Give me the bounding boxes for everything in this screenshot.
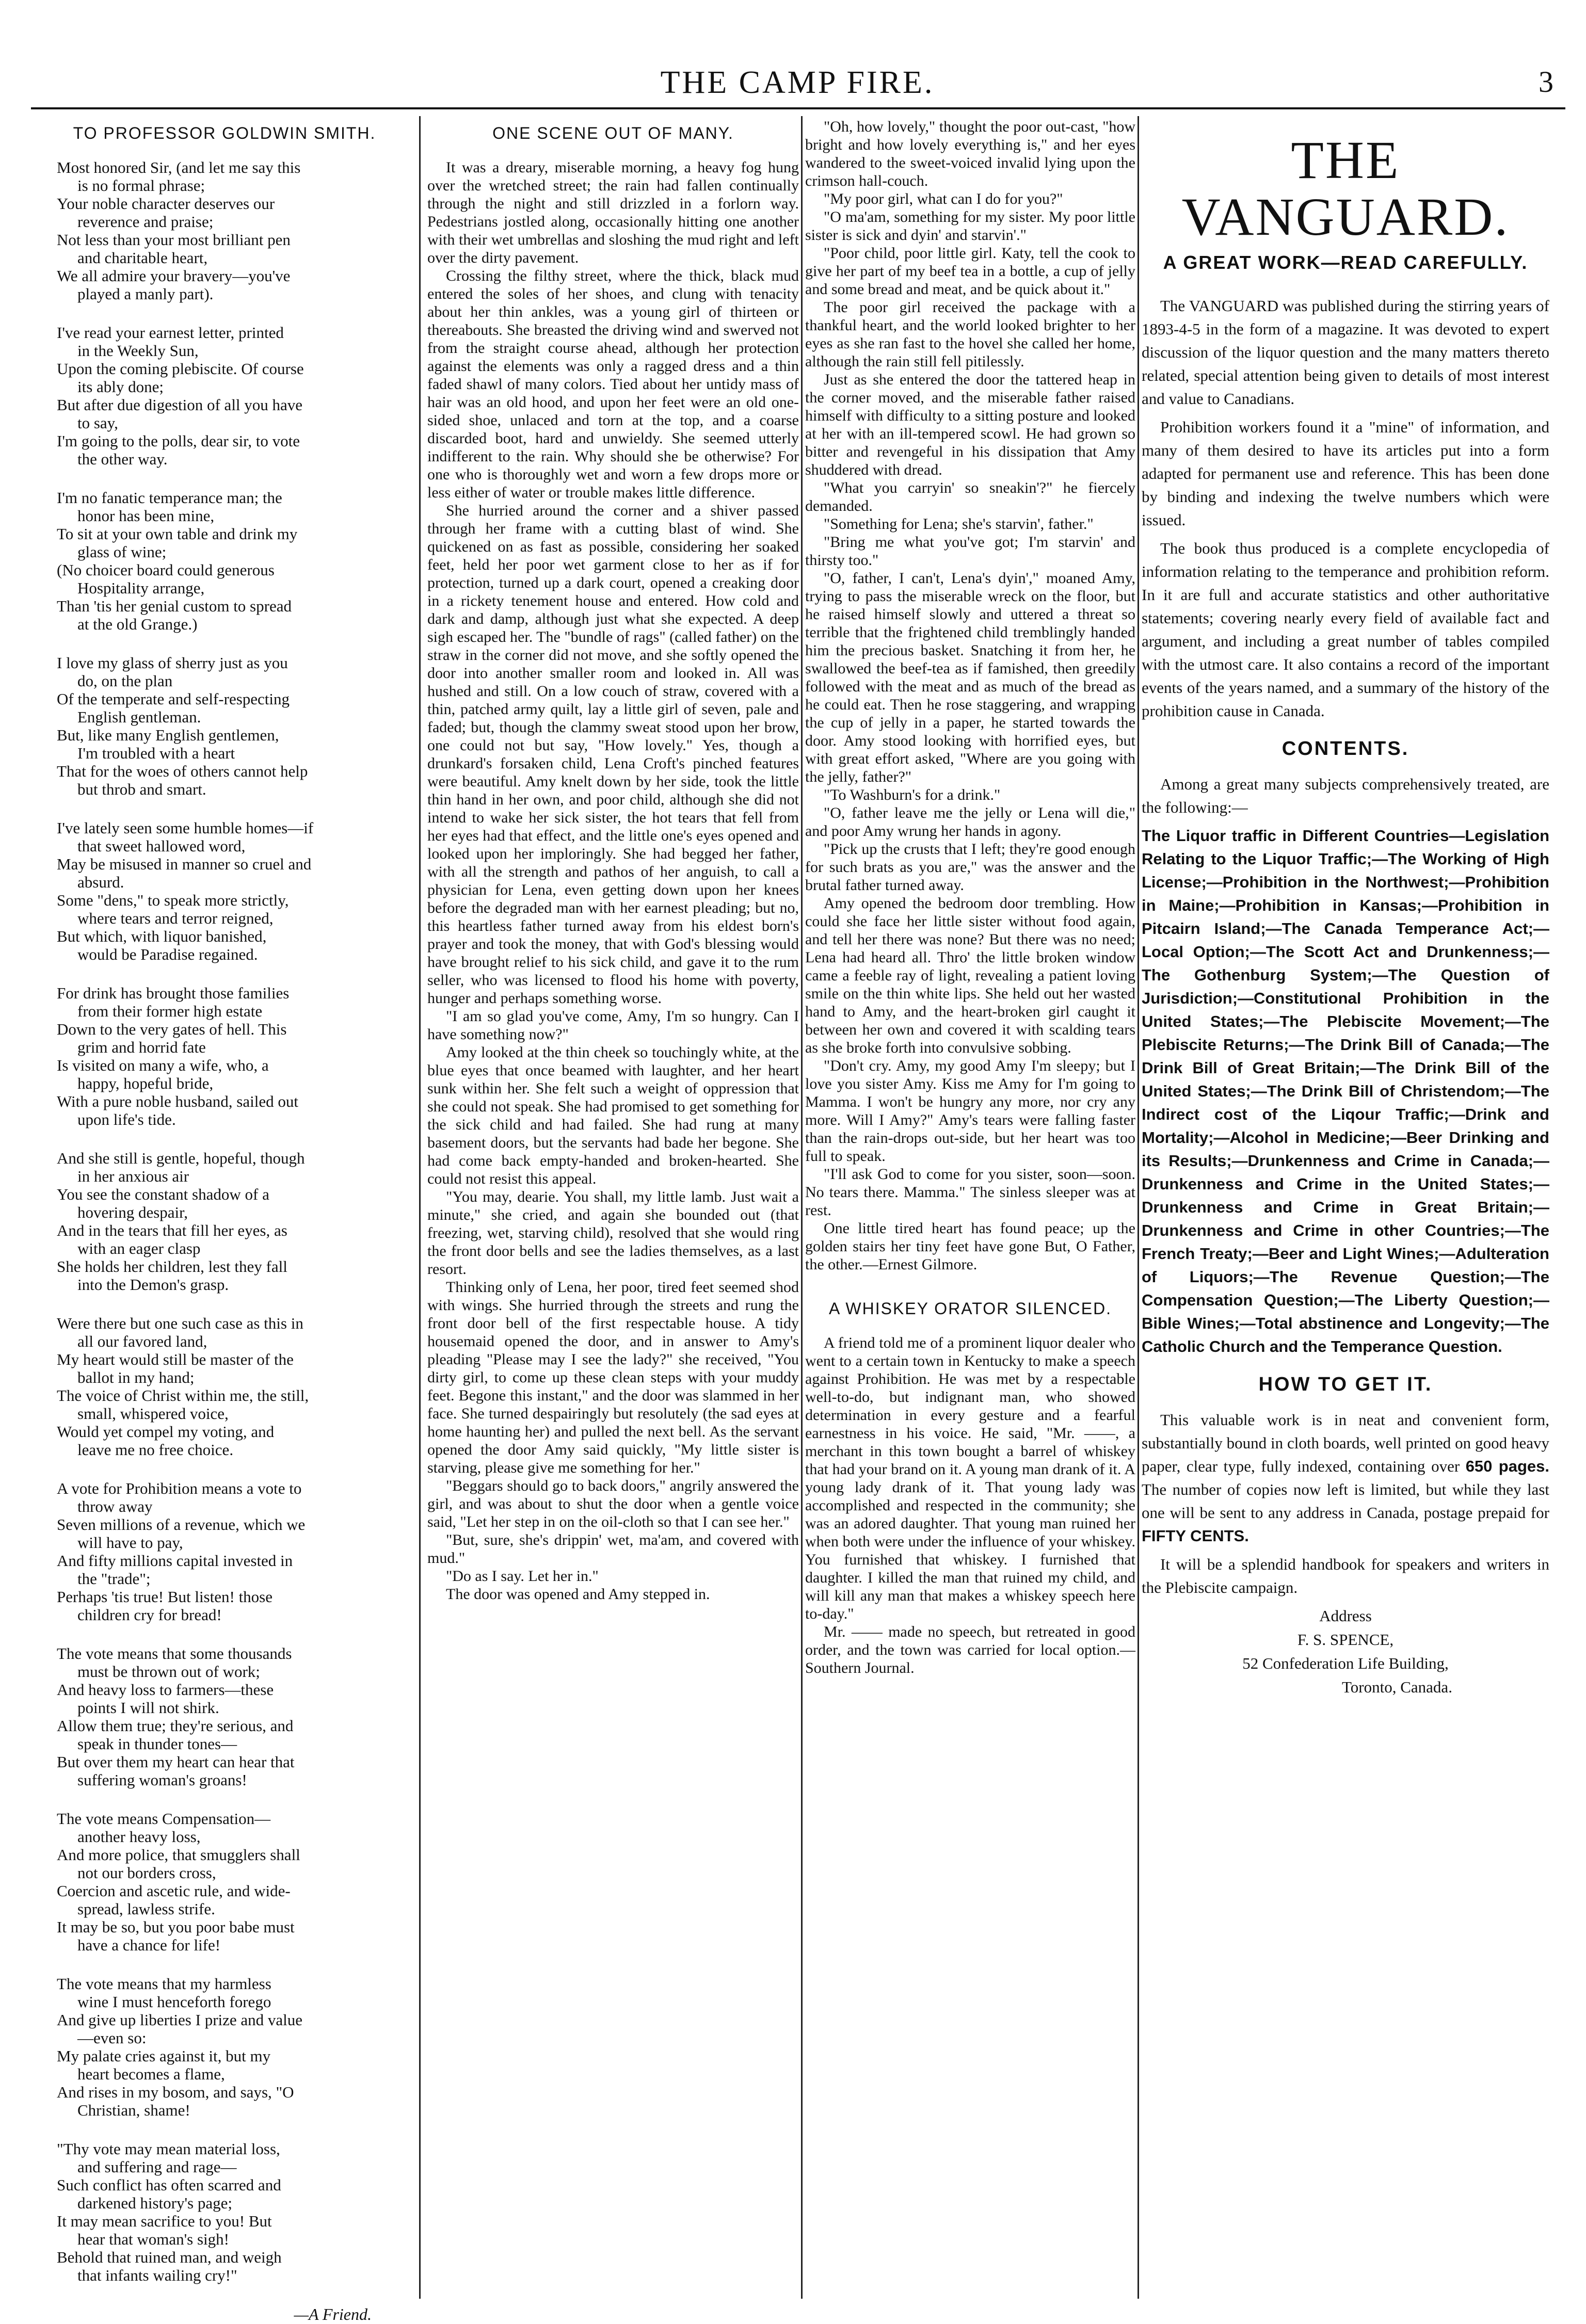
page-number: 3	[1539, 65, 1553, 99]
poem-line: Would yet compel my voting, and	[57, 1423, 275, 1441]
poem-line: heart becomes a flame,	[77, 2065, 225, 2083]
poem-line: and suffering and rage—	[77, 2158, 237, 2176]
story-paragraph: "O ma'am, something for my sister. My poor little sister is sick and dyin' and starvin'."	[805, 208, 1135, 244]
story-paragraph: "Oh, how lovely," thought the poor out-cast, "how bright and how lovely everything is," and her eyes wandered to the sweet-voiced invalid lying upon the crimson hall-couch.	[805, 118, 1135, 189]
poem-line: hear that woman's sigh!	[77, 2230, 229, 2248]
poem-line: will have to pay,	[77, 1534, 183, 1552]
poem-line: in her anxious air	[77, 1167, 189, 1185]
poem-line: hovering despair,	[77, 1203, 188, 1221]
newspaper-title: THE CAMP FIRE.	[660, 65, 935, 100]
poem-body	[36, 158, 413, 2284]
contents-list: The Liquor traffic in Different Countries—Legislation Relating to the Liquor Traffic;—The Working of High License;—Prohibition in the Northwest;—Prohibition in Maine;—Prohibition in Kansas;—Prohibition in Pitcairn Island;—The Canada Temperance Act;—Local Option;—The Scott Act and Drunkenness;—The Gothenburg System;—The Question of Jurisdiction;—Constitutional Prohibition in the United States;—The Plebiscite Movement;—The Plebiscite Returns;—The Drink Bill of Canada;—The Drink Bill of Great Britain;—The Drink Bill of the United States;—The Drink Bill of Christendom;—The Indirect cost of the Liqour Traffic;—Drink and Mortality;—Alcohol in Medicine;—Beer Drinking and its Results;—Drunkenness and Crime in Canada;—Drunkenness and Crime in the United States;—Drunkenness and Crime in Great Britain;—Drunkenness and Crime in other Countries;—The French Treaty;—Beer and Light Wines;—Adulteration of Liquors;—The Revenue Question;—The Compensation Question;—The Liberty Question;—Bible Wines;—Total abstinence and Longevity;—The Catholic Church and the Temperance Question.	[1142, 827, 1549, 1355]
story-heading: ONE SCENE OUT OF MANY.	[492, 124, 734, 142]
howto-price: FIFTY CENTS.	[1142, 1527, 1249, 1545]
poem-line: must be thrown out of work;	[77, 1663, 260, 1681]
poem-line: in the Weekly Sun,	[77, 342, 199, 360]
poem-stanza	[36, 654, 413, 798]
poem-line: I'm going to the polls, dear sir, to vote	[57, 432, 300, 450]
howto-text-1: This valuable work is in neat and convenient form, substantially bound in cloth boards, well printed on good heavy paper, clear type, fully indexed, containing over	[1142, 1411, 1549, 1475]
poem-line: do, on the plan	[77, 672, 173, 690]
whiskey-heading: A WHISKEY ORATOR SILENCED.	[828, 1299, 1112, 1318]
poem-stanza	[36, 489, 413, 633]
poem-line: And heavy loss to farmers—these	[57, 1681, 274, 1699]
story-column-1	[427, 118, 799, 1603]
poem-line: but throb and smart.	[77, 780, 206, 798]
story-paragraph: The door was opened and Amy stepped in.	[446, 1586, 710, 1603]
advertisement-column	[1142, 118, 1549, 1699]
poem-line: But, like many English gentlemen,	[57, 726, 279, 744]
poem-line: And more police, that smugglers shall	[57, 1846, 300, 1864]
poem-line: Not less than your most brilliant pen	[57, 231, 291, 249]
vanguard-paragraph: The VANGUARD was published during the stirring years of 1893-4-5 in the form of a magazine. It was devoted to expert discussion of the liquor question and the many matters thereto related, special attention being given to details of most interest and value to Canadians.	[1142, 297, 1549, 408]
poem-line: For drink has brought those families	[57, 984, 290, 1002]
poem-line: And in the tears that fill her eyes, as	[57, 1221, 287, 1239]
story-paragraph: "But, sure, she's drippin' wet, ma'am, and covered with mud."	[427, 1531, 799, 1567]
story-paragraph: It was a dreary, miserable morning, a heavy fog hung over the wretched street; the rain had fallen continually through the night and still drizzled in a forlorn way. Pedestrians jostled along, occasionally hitting one another with their wet umbrellas and sloshing the mud right and left over the dirty pavement.	[427, 159, 799, 266]
poem-line: spread, lawless strife.	[77, 1900, 215, 1918]
poem-line: would be Paradise regained.	[77, 945, 258, 963]
contents-heading: CONTENTS.	[1281, 738, 1409, 760]
poem-line: English gentleman.	[77, 708, 201, 726]
howto-text-2: The number of copies now left is limited, but while they last one will be sent to any address in Canada, postage prepaid for	[1142, 1480, 1549, 1522]
poem-line: all our favored land,	[77, 1332, 207, 1350]
poem-line: I've read your earnest letter, printed	[57, 324, 284, 342]
story-paragraph: "Pick up the crusts that I left; they're good enough for such brats as you are," was the answer and the brutal father turned away.	[805, 841, 1135, 894]
poem-line: I love my glass of sherry just as you	[57, 654, 288, 672]
poem-line: But over them my heart can hear that	[57, 1753, 295, 1771]
story-paragraph: "Something for Lena; she's starvin', father."	[824, 515, 1094, 532]
poem-line: The voice of Christ within me, the still,	[57, 1386, 309, 1405]
poem-line: My heart would still be master of the	[57, 1350, 294, 1368]
poem-line: points I will not shirk.	[77, 1699, 219, 1717]
howto-paragraph	[1142, 1408, 1549, 1547]
poem-line: Upon the coming plebiscite. Of course	[57, 360, 304, 378]
poem-line: You see the constant shadow of a	[57, 1185, 269, 1203]
vanguard-intro	[1142, 294, 1549, 722]
whiskey-paragraph: Mr. —— made no speech, but retreated in good order, and the town was carried for local option.—Southern Journal.	[805, 1623, 1135, 1676]
poem-line: Such conflict has often scarred and	[57, 2176, 281, 2194]
story-paragraph: Amy looked at the thin cheek so touchingly white, at the blue eyes that once beamed with laughter, and her heart sunk within her. She felt such a weight of oppression that she could not speak. She had promised to get something for the sick child and had failed. She had rung at many basement doors, but the servants had bade her begone. She had come back empty-handed and broken-hearted. She could not resist this appeal.	[427, 1044, 799, 1187]
poem-line: with an eager clasp	[77, 1239, 201, 1257]
poem-line: "Thy vote may mean material loss,	[57, 2140, 280, 2158]
story-paragraph: "To Washburn's for a drink."	[824, 786, 1001, 803]
whiskey-body	[805, 1334, 1135, 1677]
poem-line: Christian, shame!	[77, 2101, 190, 2119]
poem-line: Than 'tis her genial custom to spread	[57, 597, 292, 615]
poem-line: another heavy loss,	[77, 1828, 201, 1846]
poem-line: Were there but one such case as this in	[57, 1314, 303, 1332]
poem-line: small, whispered voice,	[77, 1405, 229, 1423]
poem-line: That for the woes of others cannot help	[57, 762, 308, 780]
poem-stanza	[36, 1975, 413, 2119]
poem-line: And fifty millions capital invested in	[57, 1552, 293, 1570]
poem-column	[36, 118, 413, 2324]
column-divider-1	[419, 116, 421, 2299]
poem-line: that sweet hallowed word,	[77, 837, 246, 855]
story-paragraph: Crossing the filthy street, where the thick, black mud entered the soles of her shoes, and clung with tenacity about her thin ankles, was a young girl of thirteen or thereabouts. She breasted the driving wind and swerved not from the straight course ahead, although her protection against the elements was only a ragged dress and a thin faded shawl of many colors. Tied about her untidy mass of hair was an old hood, and upon her feet were an old one-sided shoe, unlaced and torn at the top, and a coarse discarded boot, hard and unwieldy. She seemed utterly indifferent to the rain. Why should she be otherwise? For one who is thoroughly wet and worn a few drops more or less either of water or trouble makes little difference.	[427, 267, 799, 501]
poem-line: speak in thunder tones—	[77, 1735, 237, 1753]
poem-line: from their former high estate	[77, 1002, 263, 1020]
poem-line: reverence and praise;	[77, 213, 214, 231]
story-column-2	[805, 118, 1135, 1677]
story-paragraph: Amy opened the bedroom door trembling. How could she face her little sister without food again, and tell her there was none? But there was no need; Lena had heard all. Thro' the little broken window came a feeble ray of light, revealing a patient loving smile on the thin white lips. She held out her wasted hand to Amy, and the heart-broken girl caught it between her own and covered it with scalding tears as she broke forth into convulsive sobbing.	[805, 895, 1135, 1056]
poem-line: wine I must henceforth forego	[77, 1993, 271, 2011]
story-paragraph: "My poor girl, what can I do for you?"	[824, 190, 1063, 207]
poem-line: and charitable heart,	[77, 249, 208, 267]
poem-stanza	[36, 1810, 413, 1954]
column-divider-3	[1138, 116, 1139, 2299]
story-paragraph: "What you carryin' so sneakin'?" he fiercely demanded.	[805, 479, 1135, 514]
vanguard-masthead: THE VANGUARD.	[1181, 131, 1510, 247]
poem-stanza	[36, 819, 413, 963]
whiskey-paragraph: A friend told me of a prominent liquor dealer who went to a certain town in Kentucky to make a speech against Prohibition. He was met by a respectable well-to-do, but indignant man, who showed determination in every gesture and a fearful earnestness in his voice. He said, "Mr. ——, a merchant in this town bought a barrel of whiskey that had your brand on it. A young man drank of it. A young lady drank of it. That young lady was accomplished and respected in the community; she was an adored daughter. That young man ruined her when both were under the influence of your whiskey. You furnished that whiskey. I furnished that daughter. I killed the man that ruined my child, and will kill any man that makes a whiskey speech here to-day."	[805, 1334, 1135, 1622]
howto-heading: HOW TO GET IT.	[1258, 1374, 1433, 1395]
story-paragraph: "O, father leave me the jelly or Lena will die," and poor Amy wrung her hands in agony.	[805, 804, 1135, 840]
poem-stanza	[36, 1479, 413, 1624]
poem-stanza	[36, 1314, 413, 1459]
address-line-1: 52 Confederation Life Building,	[1242, 1654, 1449, 1672]
column-divider-2	[801, 116, 803, 2299]
poem-line: throw away	[77, 1497, 153, 1515]
poem-line: And she still is gentle, hopeful, though	[57, 1149, 305, 1167]
poem-line: into the Demon's grasp.	[77, 1276, 229, 1294]
vanguard-paragraph: Prohibition workers found it a "mine" of information, and many of them desired to have its articles put into a form adapted for permanent use and reference. This has been done by binding and indexing the twelve numbers which were issued.	[1142, 418, 1549, 529]
poem-line: The vote means that my harmless	[57, 1975, 271, 1993]
poem-line: Is visited on many a wife, who, a	[57, 1056, 269, 1074]
story-paragraph: "O, father, I can't, Lena's dyin'," moaned Amy, trying to pass the miserable wreck on the floor, but he raised himself slowly and uttered a threat so terrible that the frightened child tremblingly handed him the precious basket. Snatching it from her, he swallowed the beef-tea as if famished, then greedily followed with the meat and as much of the bread as he could eat. Then he rose staggering, and wrapping the cup of jelly in a paper, he started towards the door. Amy stood looking with horrified eyes, but with great effort asked, "Where are you going with the jelly, father?"	[805, 570, 1135, 785]
poem-line: Hospitality arrange,	[77, 579, 205, 597]
story-paragraph: One little tired heart has found peace; up the golden stairs her tiny feet have gone But, O Father, the other.—Ernest Gilmore.	[805, 1220, 1135, 1273]
story-paragraph: "I am so glad you've come, Amy, I'm so hungry. Can I have something now?"	[427, 1008, 799, 1043]
story-paragraph: She hurried around the corner and a shiver passed through her frame with a cutting blast of wind. She quickened on as fast as possible, considering her soaked feet, held her poor wet garment close to her as if for protection, turned up a dark court, opened a creaking door in a rickety tenement house and entered. How cold and dark and damp, although just what she expected. A deep sigh escaped her. The "bundle of rags" (called father) on the straw in the corner did not move, and she softly opened the door into another smaller room and looked in. All was hushed and still. On a low couch of straw, covered with a thin, patched army quilt, lay a little girl of seven, pale and faded; but, though the clammy sweat stood upon her brow, one could not but say, "How lovely." Yes, though a drunkard's forsaken child, Lena Croft's pinched features were beautiful. Amy knelt down by her side, took the little thin hand in her own, and poor child, although she did not intend to wake her sick sister, the hot tears that fell from her eyes had that effect, and the little one's eyes opened and looked upon her imploringly. She had begged her father, with all the strength and pathos of her anguish, to call a physician for Lena, even getting down upon her knees before the degraded man with her earnest pleading; but no, this heartless father turned away from his eldest born's prayer and took the money, that with God's blessing would have brought relief to his sick child, and gave it to the rum seller, who was licensed to flood his home with poverty, hunger and perhaps something worse.	[427, 502, 799, 1007]
poem-line: A vote for Prohibition means a vote to	[57, 1479, 302, 1497]
poem-line: Some "dens," to speak more strictly,	[57, 891, 289, 909]
story-paragraph: Just as she entered the door the tattered heap in the corner moved, and the miserable father raised himself with difficulty to a sitting posture and looked at her with an ill-tempered scowl. He had grown so bitter and revengeful in his dissipation that Amy shuddered with dread.	[805, 371, 1135, 478]
poem-line: where tears and terror reigned,	[77, 909, 274, 927]
poem-line: Seven millions of a revenue, which we	[57, 1515, 306, 1534]
story-paragraph: "You may, dearie. You shall, my little lamb. Just wait a minute," she cried, and again she bounded out (that freezing, wet, starving child), resolved that she would ring the front door bells and see the ladies themselves, as a last resort.	[427, 1188, 799, 1278]
poem-heading: TO PROFESSOR GOLDWIN SMITH.	[73, 124, 376, 142]
vanguard-subhead: A GREAT WORK—READ CAREFULLY.	[1163, 252, 1528, 273]
poem-line: happy, hopeful bride,	[77, 1074, 214, 1092]
poem-line: To sit at your own table and drink my	[57, 525, 298, 543]
poem-line: The vote means that some thousands	[57, 1644, 292, 1663]
poem-line: that infants wailing cry!"	[77, 2266, 237, 2284]
story-paragraph: "Poor child, poor little girl. Katy, tell the cook to give her part of my beef tea in a bottle, a cup of jelly and some bread and meat, and be quick about it."	[805, 245, 1135, 298]
poem-line: But which, with liquor banished,	[57, 927, 267, 945]
address-block	[1142, 1604, 1549, 1699]
poem-line: (No choicer board could generous	[57, 561, 275, 579]
poem-stanza	[36, 984, 413, 1128]
poem-line: I've lately seen some humble homes—if	[57, 819, 314, 837]
poem-line: Your noble character deserves our	[57, 195, 275, 213]
poem-line: Coercion and ascetic rule, and wide-	[57, 1882, 291, 1900]
address-label: Address	[1319, 1607, 1372, 1625]
poem-line: is no formal phrase;	[77, 176, 205, 195]
poem-line: She holds her children, lest they fall	[57, 1257, 287, 1276]
page-header	[31, 0, 1564, 108]
poem-line: And rises in my bosom, and says, "O	[57, 2083, 294, 2101]
poem-line: Most honored Sir, (and let me say this	[57, 158, 301, 176]
poem-line: grim and horrid fate	[77, 1038, 206, 1056]
poem-line: Perhaps 'tis true! But listen! those	[57, 1588, 273, 1606]
contents-intro: Among a great many subjects comprehensively treated, are the following:—	[1142, 775, 1549, 816]
vanguard-paragraph: The book thus produced is a complete encyclopedia of information relating to the temperance and prohibition reform. In it are full and accurate statistics and other authoritative statements; covering nearly every field of available fact and argument, and including a great number of tables compiled with the utmost care. It also contains a record of the important events of the years named, and a summary of the history of the prohibition cause in Canada.	[1142, 539, 1549, 720]
poem-line: leave me no free choice.	[77, 1441, 234, 1459]
poem-stanza	[36, 2140, 413, 2284]
poem-line: absurd.	[77, 873, 124, 891]
poem-line: Allow them true; they're serious, and	[57, 1717, 294, 1735]
address-name: F. S. SPENCE,	[1297, 1631, 1394, 1649]
poem-line: the other way.	[77, 450, 168, 468]
poem-line: Down to the very gates of hell. This	[57, 1020, 287, 1038]
poem-line: upon life's tide.	[77, 1110, 176, 1128]
poem-line: May be misused in manner so cruel and	[57, 855, 312, 873]
poem-line: It may be so, but you poor babe must	[57, 1918, 295, 1936]
poem-line: ballot in my hand;	[77, 1368, 195, 1386]
poem-line: at the old Grange.)	[77, 615, 198, 633]
poem-line: And give up liberties I prize and value	[57, 2011, 303, 2029]
story-paragraph: "I'll ask God to come for you sister, soon—soon. No tears there. Mamma." The sinless sleeper was at rest.	[805, 1166, 1135, 1219]
story-body-1	[427, 158, 799, 1603]
poem-line: its ably done;	[77, 378, 164, 396]
poem-line: suffering woman's groans!	[77, 1771, 247, 1789]
poem-line: played a manly part).	[77, 285, 214, 303]
poem-line: children cry for bread!	[77, 1606, 222, 1624]
poem-line: darkened history's page;	[77, 2194, 232, 2212]
poem-line: Behold that ruined man, and weigh	[57, 2248, 282, 2266]
story-paragraph: "Beggars should go to back doors," angrily answered the girl, and was about to shut the door when a gentle voice said, "Let her step in on the oil-cloth so that I can see her."	[427, 1477, 799, 1530]
poem-stanza	[36, 1644, 413, 1789]
poem-line: The vote means Compensation—	[57, 1810, 271, 1828]
poem-line: not our borders cross,	[77, 1864, 216, 1882]
story-body-2	[805, 118, 1135, 1273]
poem-stanza	[36, 158, 413, 303]
poem-line: glass of wine;	[77, 543, 167, 561]
poem-stanza	[36, 324, 413, 468]
story-paragraph: The poor girl received the package with a thankful heart, and the world looked brighter to her eyes as she ran fast to the hovel she called her home, although the rain still fell pitilessly.	[805, 299, 1135, 370]
header-rule	[31, 107, 1565, 109]
poem-line: We all admire your bravery—you've	[57, 267, 291, 285]
poem-line: —even so:	[77, 2029, 147, 2047]
poem-stanza	[36, 1149, 413, 1294]
poem-line: I'm troubled with a heart	[77, 744, 235, 762]
poem-line: to say,	[77, 414, 118, 432]
story-paragraph: "Bring me what you've got; I'm starvin' and thirsty too."	[805, 534, 1135, 569]
poem-signature: —A Friend.	[294, 2305, 372, 2323]
address-line-2: Toronto, Canada.	[1342, 1678, 1452, 1696]
story-paragraph: "Don't cry. Amy, my good Amy I'm sleepy; but I love you sister Amy. Kiss me Amy for I'm going to Mamma. I won't be hungry any more, nor cry any more. Will I Amy?" Amy's tears were falling faster than the rain-drops out-side, but her heart was too full to speak.	[805, 1057, 1135, 1165]
story-paragraph: "Do as I say. Let her in."	[446, 1568, 599, 1585]
poem-line: Of the temperate and self-respecting	[57, 690, 290, 708]
poem-line: honor has been mine,	[77, 507, 215, 525]
poem-line: But after due digestion of all you have	[57, 396, 303, 414]
poem-line: I'm no fanatic temperance man; the	[57, 489, 282, 507]
howto-handbook: It will be a splendid handbook for speakers and writers in the Plebiscite campaign.	[1142, 1555, 1549, 1596]
poem-line: It may mean sacrifice to you! But	[57, 2212, 272, 2230]
howto-pages: 650 pages.	[1465, 1457, 1549, 1475]
poem-line: have a chance for life!	[77, 1936, 221, 1954]
poem-line: My palate cries against it, but my	[57, 2047, 271, 2065]
poem-line: the "trade";	[77, 1570, 151, 1588]
poem-line: With a pure noble husband, sailed out	[57, 1092, 298, 1110]
story-paragraph: Thinking only of Lena, her poor, tired feet seemed shod with wings. She hurried through the streets and rung the front door bell of the first respectable house. A tidy housemaid opened the door, and in answer to Amy's pleading "Please may I see the lady?" she received, "You dirty girl, to come up these clean steps with your muddy feet. Begone this instant," and the door was slammed in her face. She turned despairingly but resolutely (the sad eyes at home haunting her) and pulled the next bell. As the servant opened the door Amy said quickly, "My little sister is starving, please give me something for her."	[427, 1279, 799, 1476]
